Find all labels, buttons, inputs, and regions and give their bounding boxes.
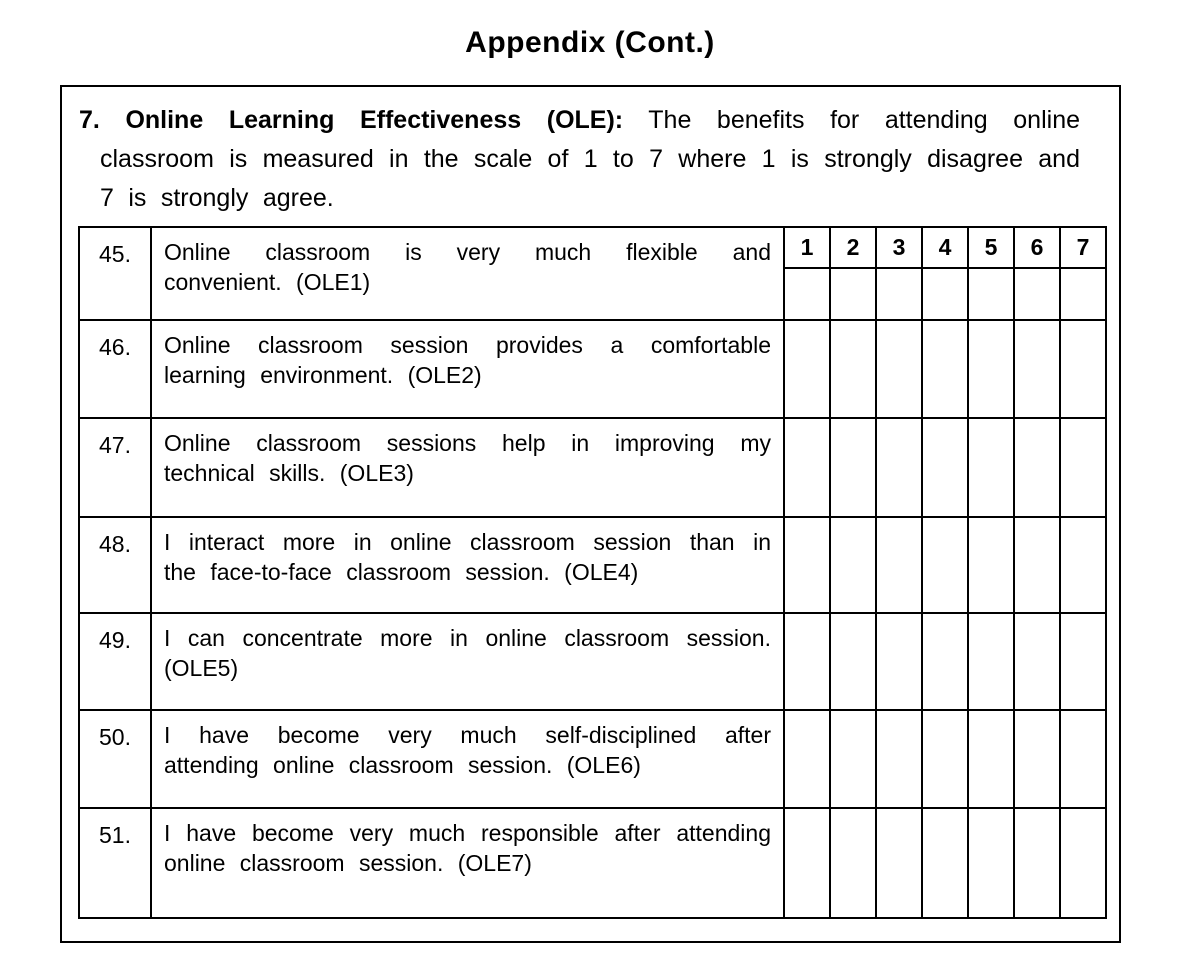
rating-cell — [922, 418, 968, 517]
table-row-48 — [79, 517, 1106, 613]
question-statement: I have become very much self-disciplined after attending online classroom session. (OLE6) — [151, 710, 784, 808]
section-heading — [62, 87, 1119, 218]
rating-cell — [830, 320, 876, 418]
rating-cell — [784, 613, 830, 710]
rating-cell — [830, 710, 876, 808]
question-statement: I can concentrate more in online classroom session. (OLE5) — [151, 613, 784, 710]
table-row-45 — [79, 227, 1106, 268]
scale-header-1: 1 — [784, 227, 830, 268]
rating-cell — [968, 808, 1014, 918]
rating-cell — [830, 613, 876, 710]
section-number: 7. — [79, 106, 100, 134]
rating-cell — [1060, 808, 1106, 918]
rating-cell — [876, 710, 922, 808]
rating-cell — [876, 517, 922, 613]
section-description: The benefits for attending online classroom is measured in the scale of 1 to 7 where 1 is strongly disagree and 7 is strongly agree. — [100, 106, 1081, 212]
table-row-46 — [79, 320, 1106, 418]
table-row-49 — [79, 613, 1106, 710]
scale-header-6: 6 — [1014, 227, 1060, 268]
rating-cell — [968, 418, 1014, 517]
rating-cell — [1014, 268, 1060, 320]
rating-cell — [922, 613, 968, 710]
rating-cell — [784, 268, 830, 320]
rating-cell — [876, 320, 922, 418]
question-number: 48. — [79, 517, 151, 613]
rating-cell — [1014, 808, 1060, 918]
question-statement: I interact more in online classroom session than in the face-to-face classroom session. (OLE4) — [151, 517, 784, 613]
rating-cell — [876, 418, 922, 517]
rating-cell — [784, 320, 830, 418]
section-box — [60, 85, 1121, 943]
questionnaire-table — [78, 226, 1107, 919]
rating-cell — [1060, 517, 1106, 613]
scale-header-2: 2 — [830, 227, 876, 268]
question-number: 45. — [79, 227, 151, 320]
section-title: Online Learning Effectiveness (OLE): — [125, 106, 624, 134]
rating-cell — [1060, 613, 1106, 710]
rating-cell — [830, 517, 876, 613]
rating-cell — [784, 808, 830, 918]
rating-cell — [784, 418, 830, 517]
scale-header-5: 5 — [968, 227, 1014, 268]
table-row-47 — [79, 418, 1106, 517]
rating-cell — [1014, 517, 1060, 613]
rating-cell — [876, 268, 922, 320]
rating-cell — [876, 808, 922, 918]
rating-cell — [968, 268, 1014, 320]
rating-cell — [922, 710, 968, 808]
rating-cell — [1060, 710, 1106, 808]
page-title: Appendix (Cont.) — [465, 26, 715, 59]
rating-cell — [784, 517, 830, 613]
rating-cell — [830, 808, 876, 918]
question-number: 46. — [79, 320, 151, 418]
rating-cell — [1060, 268, 1106, 320]
rating-cell — [922, 268, 968, 320]
rating-cell — [922, 320, 968, 418]
rating-cell — [830, 418, 876, 517]
rating-cell — [968, 517, 1014, 613]
rating-cell — [876, 613, 922, 710]
rating-cell — [968, 320, 1014, 418]
question-statement: Online classroom session provides a comfortable learning environment. (OLE2) — [151, 320, 784, 418]
scale-header-3: 3 — [876, 227, 922, 268]
rating-cell — [1060, 320, 1106, 418]
question-number: 51. — [79, 808, 151, 918]
rating-cell — [922, 808, 968, 918]
rating-cell — [830, 268, 876, 320]
question-number: 50. — [79, 710, 151, 808]
question-statement: I have become very much responsible after attending online classroom session. (OLE7) — [151, 808, 784, 918]
rating-cell — [1014, 320, 1060, 418]
rating-cell — [1060, 418, 1106, 517]
rating-cell — [922, 517, 968, 613]
rating-cell — [968, 613, 1014, 710]
question-number: 49. — [79, 613, 151, 710]
question-number: 47. — [79, 418, 151, 517]
rating-cell — [1014, 710, 1060, 808]
table-row-51 — [79, 808, 1106, 918]
rating-cell — [784, 710, 830, 808]
scale-header-4: 4 — [922, 227, 968, 268]
rating-cell — [1014, 418, 1060, 517]
question-statement: Online classroom is very much flexible and convenient. (OLE1) — [151, 227, 784, 320]
rating-cell — [968, 710, 1014, 808]
rating-cell — [1014, 613, 1060, 710]
table-row-50 — [79, 710, 1106, 808]
question-statement: Online classroom sessions help in improving my technical skills. (OLE3) — [151, 418, 784, 517]
scale-header-7: 7 — [1060, 227, 1106, 268]
